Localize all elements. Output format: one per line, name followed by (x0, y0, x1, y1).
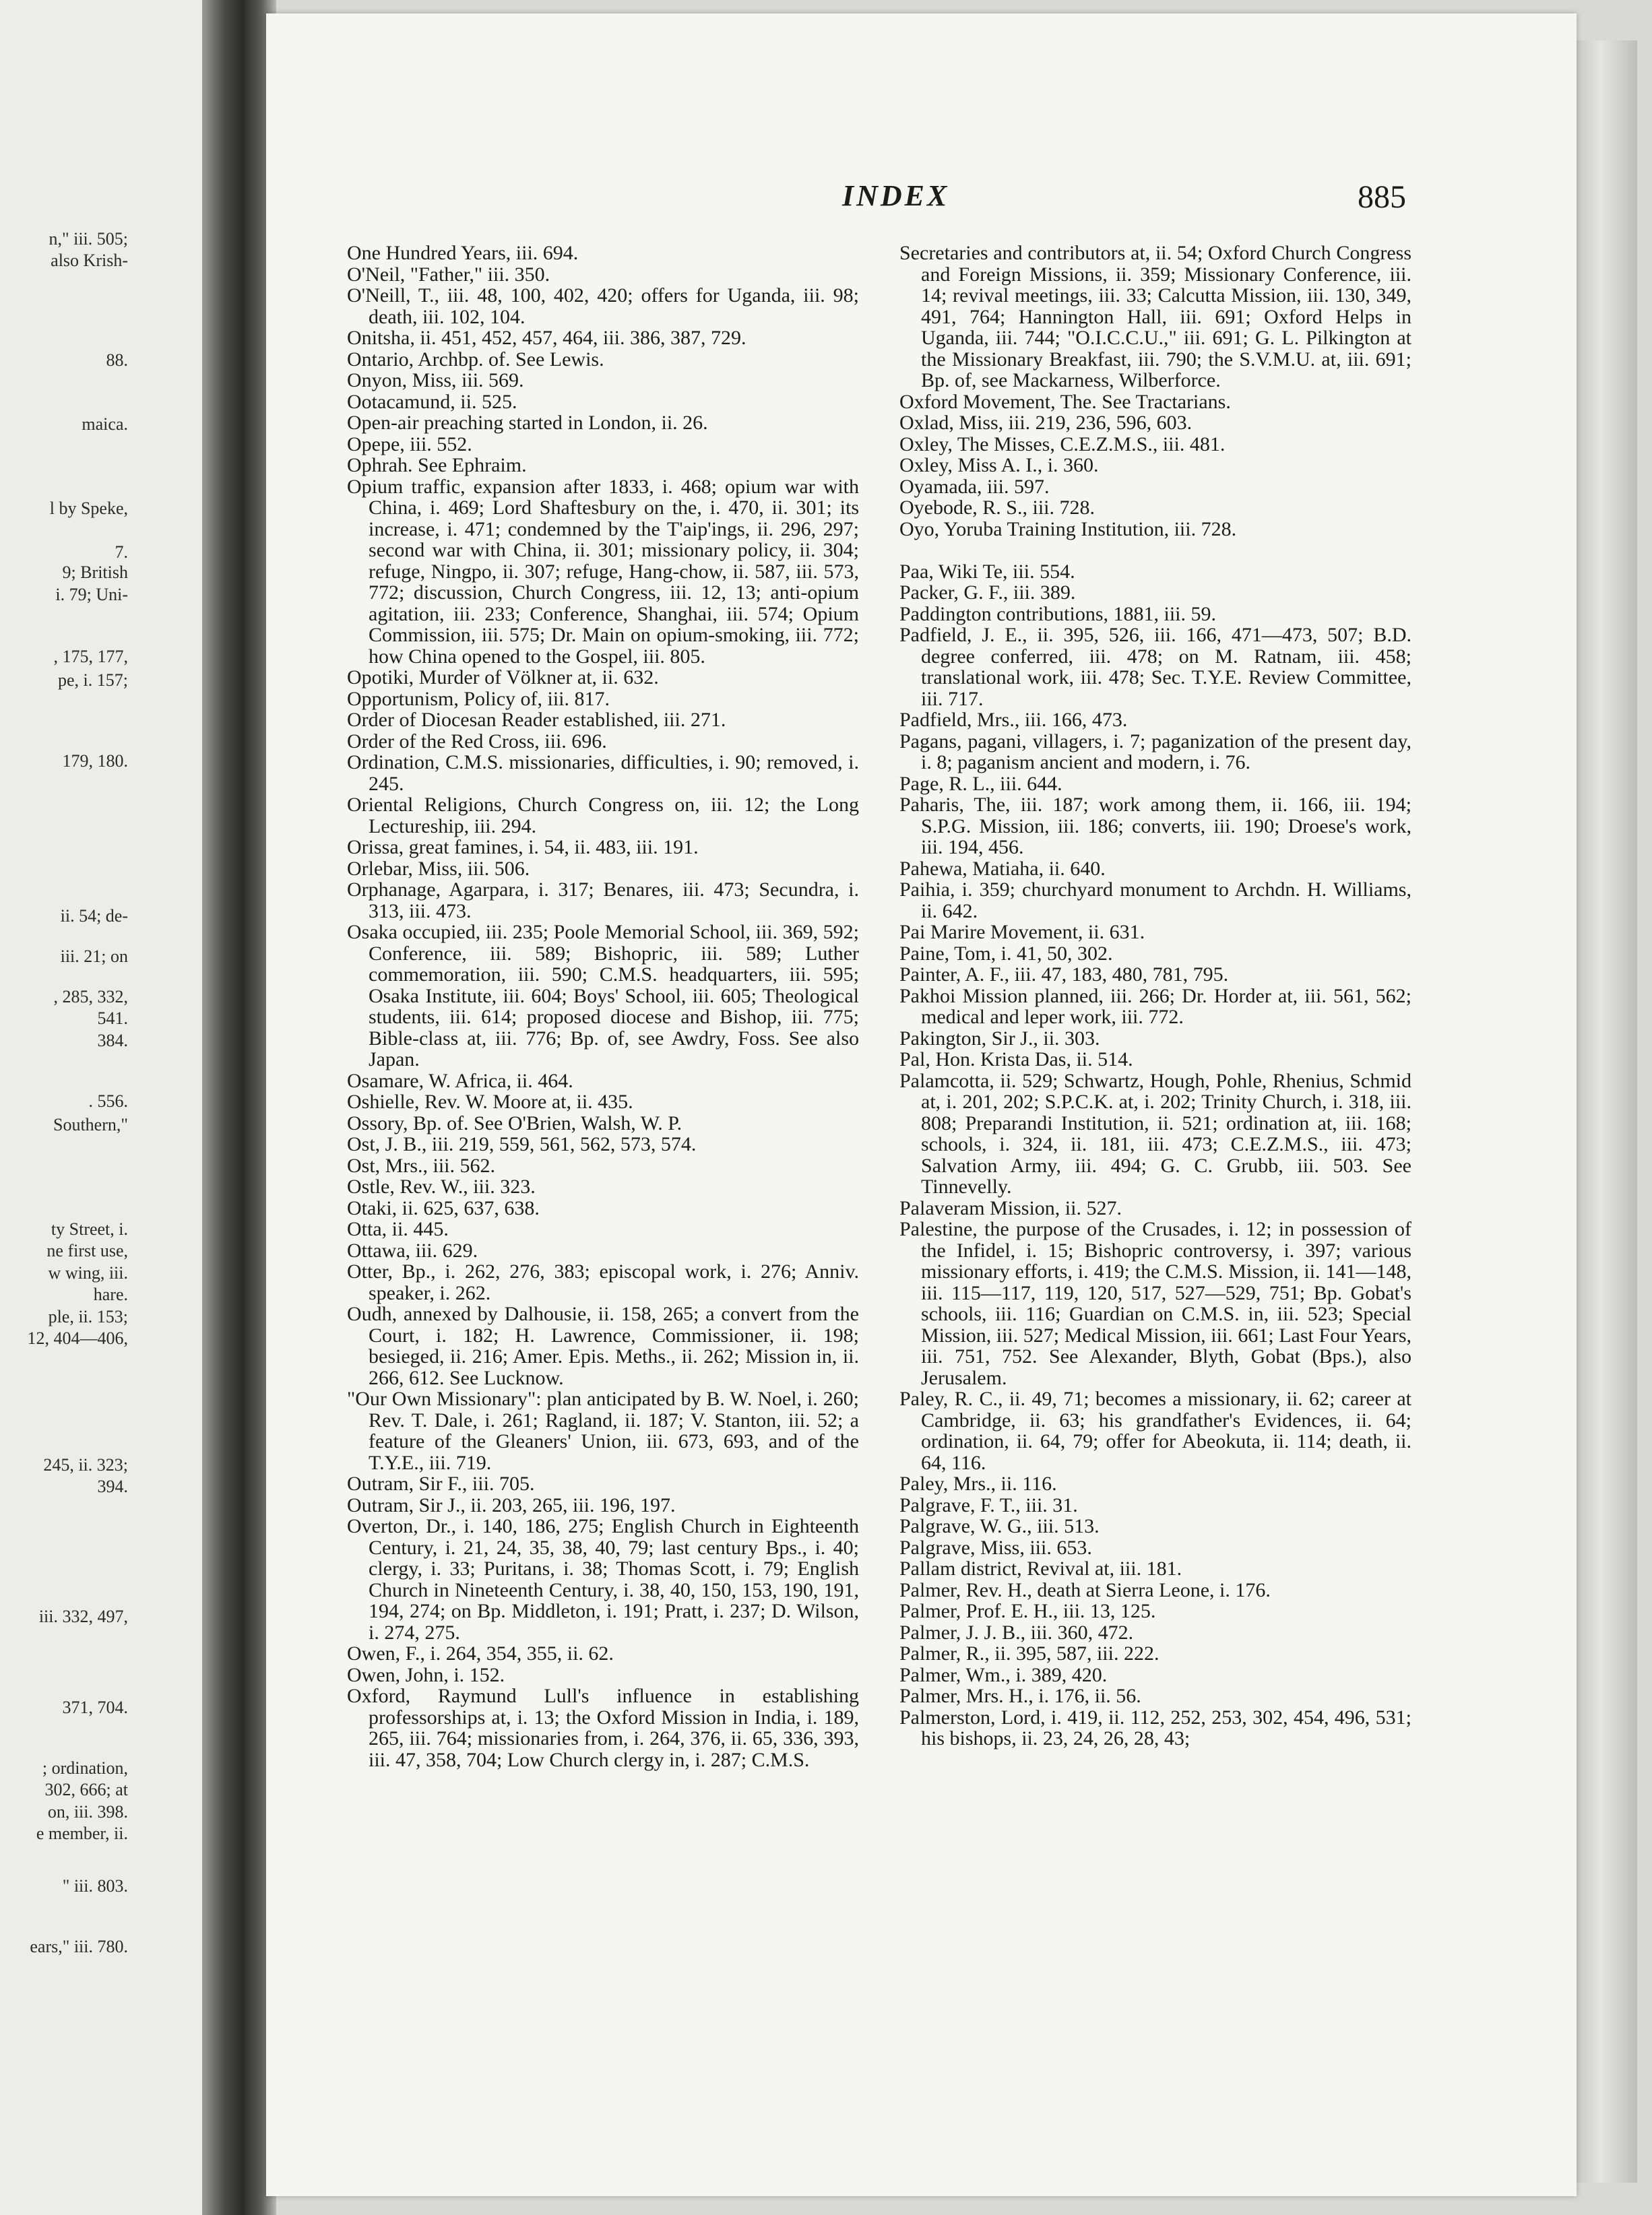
index-entry: Painter, A. F., iii. 47, 183, 480, 781, 795. (899, 963, 1229, 986)
index-entry: Palmerston, Lord, i. 419, ii. 112, 252, 253, 302, 454, 496, 531; his bishops, ii. 23, 24, 26, 28, 43; (899, 1706, 1411, 1749)
index-entry: Padfield, Mrs., iii. 166, 473. (899, 709, 1128, 731)
facing-page-fragment: 302, 666; at (44, 1780, 128, 1799)
facing-page-fragment: , 285, 332, (53, 987, 128, 1006)
index-column-left (347, 243, 859, 1770)
index-entry: Pai Marire Movement, ii. 631. (899, 921, 1145, 943)
index-entry: Secretaries and contributors at, ii. 54; Oxford Church Congress and Foreign Missions, ii. 359; Missionary Conference, iii. 14; revival meetings, iii. 33; Calcutta Mission, iii. 130, 349, 491, 764; Hannington Hall, iii. 691; Oxford Helps in Uganda, iii. 744; "O.I.C.C.U.," iii. 691; G. L. Pilkington at the Missionary Breakfast, iii. 790; the S.V.M.U. at, iii. 691; Bp. of, see Mackarness, Wilberforce. (899, 242, 1411, 391)
index-entry: Opepe, iii. 552. (347, 432, 472, 455)
index-entry: "Our Own Missionary": plan anticipated by B. W. Noel, i. 260; Rev. T. Dale, i. 261; Ragland, ii. 187; V. Stanton, iii. 52; a feature of the Gleaners' Union, iii. 673, 693, and of the T.Y.E., iii. 719. (347, 1388, 859, 1474)
index-entry: Oriental Religions, Church Congress on, iii. 12; the Long Lectureship, iii. 294. (347, 794, 859, 837)
index-entry: Ottawa, iii. 629. (347, 1239, 478, 1262)
facing-page-fragment: ; ordination, (42, 1758, 128, 1778)
facing-page-fragment: iii. 332, 497, (38, 1607, 128, 1626)
facing-page-fragment: 384. (97, 1031, 128, 1050)
index-entry: Palmer, Rev. H., death at Sierra Leone, i. 176. (899, 1578, 1271, 1601)
page-number: 885 (1358, 179, 1406, 215)
facing-page-fragment: maica. (82, 414, 128, 434)
index-entry: Ost, Mrs., iii. 562. (347, 1154, 496, 1177)
index-entry: Palgrave, W. G., iii. 513. (899, 1515, 1100, 1537)
facing-page-fragment: 12, 404—406, (27, 1328, 128, 1348)
index-entry: Palestine, the purpose of the Crusades, i. 12; in possession of the Infidel, i. 15; Bishopric controversy, i. 397; various missionary efforts, i. 419; the C.M.S. Mission, ii. 141—148, iii. 115—117, 119, 120, 517, 527—529, 751; Bp. Gobat's schools, iii. 116; Guardian on C.M.S. in, iii. 523; Special Mission, iii. 527; Medical Mission, iii. 661; Last Four Years, iii. 751, 752. See Alexander, Blyth, Gobat (Bps.), also Jerusalem. (899, 1218, 1411, 1389)
index-entry: Oudh, annexed by Dalhousie, ii. 158, 265; a convert from the Court, i. 182; H. Lawrence, Commissioner, ii. 198; besieged, ii. 216; Amer. Epis. Meths., ii. 262; Mission in, ii. 266, 612. See Lucknow. (347, 1303, 859, 1389)
index-entry: O'Neill, T., iii. 48, 100, 402, 420; offers for Uganda, iii. 98; death, iii. 102, 104. (347, 284, 859, 328)
index-entry: Order of the Red Cross, iii. 696. (347, 730, 607, 752)
index-entry: Owen, F., i. 264, 354, 355, ii. 62. (347, 1642, 614, 1665)
index-entry: Oxford, Raymund Lull's influence in establishing professorships at, i. 13; the Oxford Mission in India, i. 189, 265, iii. 764; missionaries from, i. 264, 376, ii. 65, 336, 393, iii. 47, 358, 704; Low Church clergy in, i. 287; C.M.S. (347, 1685, 859, 1771)
facing-page-fragment: ii. 54; de- (60, 906, 128, 926)
index-entry: Orlebar, Miss, iii. 506. (347, 857, 530, 880)
index-entry: Paley, R. C., ii. 49, 71; becomes a missionary, ii. 62; career at Cambridge, ii. 63; his grandfather's Evidences, ii. 64; ordination, ii. 64, 79; offer for Abeokuta, ii. 114; death, ii. 64, 116. (899, 1388, 1411, 1474)
index-entry: Onitsha, ii. 451, 452, 457, 464, iii. 386, 387, 729. (347, 327, 746, 349)
facing-page-fragment: iii. 21; on (60, 946, 128, 966)
index-entry: Oxlad, Miss, iii. 219, 236, 596, 603. (899, 412, 1193, 434)
facing-page-fragment: n," iii. 505; (49, 229, 128, 249)
facing-page-fragment: 9; British (62, 563, 128, 582)
facing-page-fragment: i. 79; Uni- (55, 585, 128, 604)
index-entry: Paihia, i. 359; churchyard monument to Archdn. H. Williams, ii. 642. (899, 878, 1411, 922)
index-entry: Onyon, Miss, iii. 569. (347, 369, 524, 391)
facing-page-fragment: hare. (93, 1285, 128, 1304)
index-entry: Otter, Bp., i. 262, 276, 383; episcopal work, i. 276; Anniv. speaker, i. 262. (347, 1260, 859, 1304)
facing-page-fragment: " iii. 803. (62, 1876, 128, 1896)
index-column-right (899, 243, 1411, 1749)
index-entry: Palamcotta, ii. 529; Schwartz, Hough, Pohle, Rhenius, Schmid at, i. 201, 202; S.P.C.K. at, i. 202; Trinity Church, i. 318, iii. 808; Preparandi Institution, ii. 521; ordination at, iii. 168; schools, i. 324, ii. 181, iii. 473; C.E.Z.M.S., iii. 473; Salvation Army, iii. 494; G. C. Grubb, iii. 503. See Tinnevelly. (899, 1069, 1411, 1198)
index-entry: Opium traffic, expansion after 1833, i. 468; opium war with China, i. 469; Lord Shaftesbury on the, i. 470, ii. 301; its increase, i. 471; condemned by the T'aip'ings, ii. 296, 297; second war with China, ii. 301; missionary policy, ii. 304; refuge, Ningpo, ii. 307; refuge, Hang-chow, ii. 587, iii. 573, 772; discussion, Church Congress, iii. 12, 13; anti-opium agitation, iii. 233; Conference, Shanghai, iii. 574; Opium Commission, iii. 575; Dr. Main on opium-smoking, iii. 772; how China opened to the Gospel, iii. 805. (347, 475, 859, 668)
index-entry: One Hundred Years, iii. 694. (347, 242, 579, 264)
index-entry: Packer, G. F., iii. 389. (899, 581, 1076, 604)
facing-page-fragment: ears," iii. 780. (30, 1937, 128, 1956)
index-entry: Pal, Hon. Krista Das, ii. 514. (899, 1048, 1133, 1070)
index-entry: Pahewa, Matiaha, ii. 640. (899, 857, 1106, 880)
running-title: INDEX (842, 179, 950, 212)
facing-page-fragment: Southern," (53, 1115, 128, 1134)
facing-page-fragment: 541. (97, 1008, 128, 1028)
index-entry: Pakhoi Mission planned, iii. 266; Dr. Horder at, iii. 561, 562; medical and leper work, iii. 772. (899, 984, 1411, 1028)
facing-page-fragment: l by Speke, (49, 499, 128, 518)
index-entry: Opportunism, Policy of, iii. 817. (347, 687, 610, 710)
index-entry: Order of Diocesan Reader established, iii. 271. (347, 709, 726, 731)
index-entry: Ophrah. See Ephraim. (347, 454, 527, 476)
index-entry: Oyo, Yoruba Training Institution, iii. 728. (899, 517, 1237, 540)
index-entry: Ostle, Rev. W., iii. 323. (347, 1176, 536, 1198)
index-entry: Palgrave, F. T., iii. 31. (899, 1494, 1078, 1516)
index-entry: Oyebode, R. S., iii. 728. (899, 496, 1095, 519)
index-entry: Opotiki, Murder of Völkner at, ii. 632. (347, 666, 659, 688)
index-entry: Palmer, Mrs. H., i. 176, ii. 56. (899, 1685, 1141, 1707)
facing-page-fragment: pe, i. 157; (58, 670, 128, 690)
index-entry: Palmer, Wm., i. 389, 420. (899, 1663, 1108, 1686)
facing-page-fragment: 245, ii. 323; (43, 1455, 128, 1475)
index-entry: Pakington, Sir J., ii. 303. (899, 1027, 1100, 1050)
index-entry: Paddington contributions, 1881, iii. 59. (899, 602, 1216, 625)
facing-page-fragment: also Krish- (51, 251, 128, 270)
index-entry: Paley, Mrs., ii. 116. (899, 1473, 1057, 1495)
index-entry: Page, R. L., iii. 644. (899, 772, 1062, 795)
facing-page-fragment: w wing, iii. (48, 1263, 128, 1283)
facing-page-fragment: 7. (115, 542, 128, 562)
index-entry: Ost, J. B., iii. 219, 559, 561, 562, 573, 574. (347, 1133, 697, 1155)
index-entry: Palmer, R., ii. 395, 587, iii. 222. (899, 1642, 1159, 1665)
facing-page-fragment: ne first use, (46, 1241, 128, 1260)
facing-page-edge (0, 0, 222, 2215)
facing-page-fragment: 371, 704. (62, 1698, 128, 1717)
index-entry: Ontario, Archbp. of. See Lewis. (347, 348, 604, 371)
index-entry: Owen, John, i. 152. (347, 1663, 505, 1686)
index-entry: Overton, Dr., i. 140, 186, 275; English Church in Eighteenth Century, i. 21, 24, 35, 38, 40, 79; last century Bps., i. 40; clergy, i. 33; Puritans, i. 38; Thomas Scott, i. 79; English Church in Nineteenth Century, i. 38, 40, 150, 153, 190, 191, 194, 274; on Bp. Middleton, i. 191; Pratt, i. 237; D. Wilson, i. 274, 275. (347, 1515, 859, 1644)
facing-page-fragment: , 175, 177, (53, 647, 128, 666)
index-entry: Palgrave, Miss, iii. 653. (899, 1536, 1092, 1559)
letter-section-gap (899, 540, 1411, 561)
index-entry: Paharis, The, iii. 187; work among them, ii. 166, iii. 194; S.P.G. Mission, iii. 186; converts, iii. 190; Droese's work, iii. 194, 456. (899, 794, 1411, 858)
index-entry: Outram, Sir F., iii. 705. (347, 1473, 535, 1495)
index-entry: Palmer, Prof. E. H., iii. 13, 125. (899, 1600, 1156, 1622)
index-entry: Oyamada, iii. 597. (899, 475, 1050, 498)
facing-page-fragment: 394. (97, 1477, 128, 1496)
index-entry: Paine, Tom, i. 41, 50, 302. (899, 942, 1113, 965)
index-entry: Orphanage, Agarpara, i. 317; Benares, iii. 473; Secundra, i. 313, iii. 473. (347, 878, 859, 922)
index-entry: Paa, Wiki Te, iii. 554. (899, 560, 1075, 583)
index-entry: Oxford Movement, The. See Tractarians. (899, 390, 1231, 413)
index-entry: Otta, ii. 445. (347, 1218, 449, 1240)
index-entry: Orissa, great famines, i. 54, ii. 483, iii. 191. (347, 836, 699, 858)
facing-page-fragment: 88. (106, 350, 128, 370)
page-stack-edge (1577, 40, 1637, 2183)
index-entry: Otaki, ii. 625, 637, 638. (347, 1196, 540, 1219)
index-entry: Oxley, Miss A. I., i. 360. (899, 454, 1099, 476)
index-entry: Ossory, Bp. of. See O'Brien, Walsh, W. P. (347, 1112, 682, 1134)
index-entry: Palmer, J. J. B., iii. 360, 472. (899, 1621, 1134, 1644)
index-entry: Oxley, The Misses, C.E.Z.M.S., iii. 481. (899, 432, 1226, 455)
index-entry: Open-air preaching started in London, ii. 26. (347, 412, 708, 434)
index-entry: Oshielle, Rev. W. Moore at, ii. 435. (347, 1091, 633, 1113)
index-page (266, 13, 1577, 2196)
facing-page-fragment: . 556. (88, 1091, 128, 1111)
facing-page-fragment: e member, ii. (36, 1824, 128, 1843)
index-entry: Osaka occupied, iii. 235; Poole Memorial School, iii. 369, 592; Conference, iii. 589; Bishopric, iii. 589; Luther commemoration, iii. 590; C.M.S. headquarters, iii. 595; Osaka Institute, iii. 604; Boys' School, iii. 605; Theological students, iii. 614; proposed diocese and Bishop, iii. 775; Bible-class at, iii. 776; Bp. of, see Awdry, Foss. See also Japan. (347, 921, 859, 1070)
book-gutter (202, 0, 276, 2215)
index-entry: Outram, Sir J., ii. 203, 265, iii. 196, 197. (347, 1494, 676, 1516)
index-entry: Ordination, C.M.S. missionaries, difficulties, i. 90; removed, i. 245. (347, 751, 859, 795)
facing-page-fragment: on, iii. 398. (47, 1802, 128, 1822)
index-entry: Palaveram Mission, ii. 527. (899, 1196, 1122, 1219)
index-entry: O'Neil, "Father," iii. 350. (347, 263, 550, 286)
index-entry: Pagans, pagani, villagers, i. 7; paganization of the present day, i. 8; paganism ancient and modern, i. 76. (899, 730, 1411, 773)
facing-page-fragment: 179, 180. (62, 751, 128, 771)
facing-page-fragment: ty Street, i. (51, 1219, 128, 1239)
index-entry: Padfield, J. E., ii. 395, 526, iii. 166, 471—473, 507; B.D. degree conferred, iii. 478; on M. Ratnam, iii. 458; translational work, iii. 478; Sec. T.Y.E. Review Committee, iii. 717. (899, 624, 1411, 710)
index-entry: Pallam district, Revival at, iii. 181. (899, 1558, 1182, 1580)
index-entry: Osamare, W. Africa, ii. 464. (347, 1069, 573, 1092)
facing-page-fragment: ple, ii. 153; (48, 1307, 128, 1326)
index-entry: Ootacamund, ii. 525. (347, 390, 517, 413)
